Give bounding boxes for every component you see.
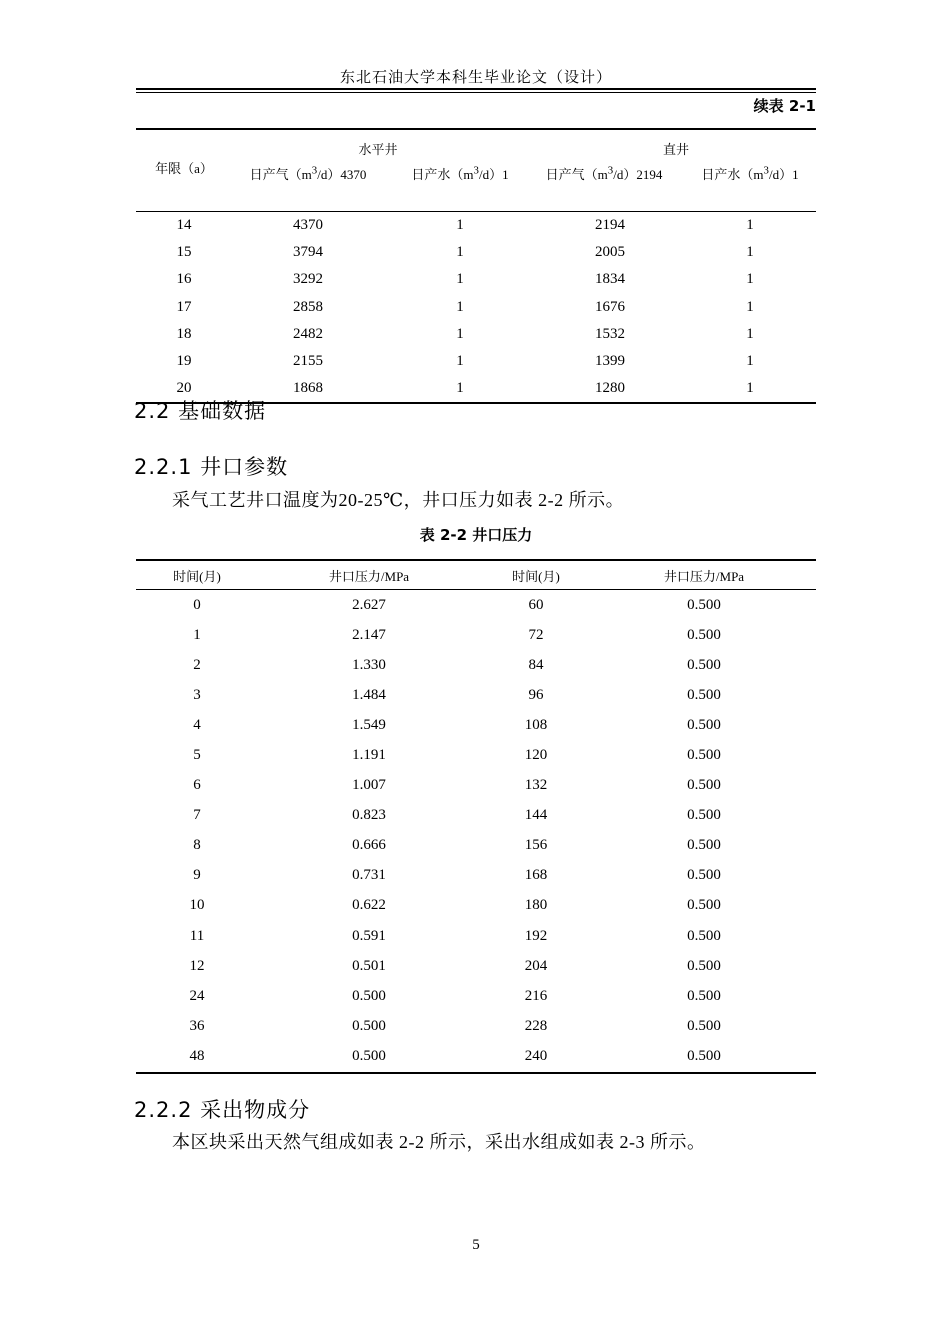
- table-row: [136, 951, 816, 981]
- section-heading: 2.2 基础数据: [134, 399, 267, 423]
- table-cell: 0.500: [687, 747, 721, 764]
- table-cell: 1.549: [352, 716, 386, 733]
- column-header: 井口压力/MPa: [663, 568, 745, 584]
- table-row: [136, 294, 816, 321]
- production-table: [136, 128, 816, 404]
- subsection-heading: 2.2.1 井口参数: [134, 455, 289, 479]
- table-cell: 1.007: [352, 777, 386, 794]
- table-row: [136, 590, 816, 620]
- subheader-water-vertical: 日产水$(m^3/d)1$: [701, 164, 799, 182]
- table-row: [136, 861, 816, 891]
- table-cell: 1676: [595, 298, 625, 315]
- subheader-water-horizontal: 日产水$(m^3/d)1$: [411, 164, 509, 182]
- table-cell: 17: [176, 298, 192, 315]
- column-header: 井口压力/MPa: [328, 568, 410, 584]
- table-cell: 144: [524, 807, 548, 824]
- table-cell: 1834: [595, 271, 625, 288]
- table-row: [136, 710, 816, 740]
- table-cell: 0.500: [687, 777, 721, 794]
- table-cell: 1.191: [352, 747, 386, 764]
- table-cell: 12: [189, 957, 205, 974]
- table-cell: 1: [746, 325, 754, 342]
- table-cell: 2155: [293, 353, 323, 370]
- group-header-vertical-well: 直井: [662, 142, 689, 157]
- wellhead-pressure-table-body: [136, 590, 816, 1072]
- table-cell: 15: [176, 244, 192, 261]
- table-cell: 96: [528, 686, 544, 703]
- table-cell: 228: [524, 1017, 548, 1034]
- table-cell: 7: [193, 807, 201, 824]
- table-cell: 3292: [293, 271, 323, 288]
- header-rule: [136, 88, 816, 90]
- table-cell: 0.500: [687, 957, 721, 974]
- table-cell: 2482: [293, 325, 323, 342]
- page-header: 东北石油大学本科生毕业论文（设计）: [339, 70, 612, 86]
- body-paragraph: 本区块采出天然气组成如表 2-2 所示，采出水组成如表 2-3 所示。: [172, 1132, 706, 1152]
- table-cell: 11: [189, 927, 205, 944]
- table-cell: 4: [193, 716, 201, 733]
- table-cell: 1.484: [352, 686, 386, 703]
- table-cell: 0.500: [352, 987, 386, 1004]
- table-cell: 0.500: [687, 1017, 721, 1034]
- table-cell: 16: [176, 271, 192, 288]
- table-cell: 0.666: [352, 837, 386, 854]
- table-cell: 156: [524, 837, 548, 854]
- subsection-heading: 2.2.2 采出物成分: [134, 1098, 311, 1122]
- body-paragraph: 采气工艺井口温度为20-25℃，井口压力如表 2-2 所示。: [172, 490, 625, 510]
- table-cell: 1868: [293, 380, 323, 397]
- table-row: [136, 831, 816, 861]
- wellhead-pressure-table-header: [136, 561, 816, 590]
- table-row: [136, 348, 816, 375]
- table-row: [136, 921, 816, 951]
- table-cell: 1: [746, 353, 754, 370]
- table-cell: 0.500: [687, 867, 721, 884]
- table-cell: 1: [456, 298, 464, 315]
- table-cell: 6: [193, 777, 201, 794]
- page-number: 5: [472, 1237, 480, 1253]
- table-row: [136, 266, 816, 293]
- table-cell: 3: [193, 686, 201, 703]
- table-cell: 0.500: [687, 716, 721, 733]
- table-cell: 2: [193, 656, 201, 673]
- table-row: [136, 239, 816, 266]
- table-row: [136, 620, 816, 650]
- table-cell: 3794: [293, 244, 323, 261]
- table-cell: 8: [193, 837, 201, 854]
- table-cell: 10: [189, 897, 205, 914]
- table-cell: 1: [746, 271, 754, 288]
- table-cell: 1: [456, 217, 464, 234]
- table-cell: 0.500: [352, 1047, 386, 1064]
- table-cell: 0.591: [352, 927, 386, 944]
- table-cell: 72: [528, 626, 544, 643]
- table-cell: 5: [193, 747, 201, 764]
- table-cell: 0.731: [352, 867, 386, 884]
- table-cell: 1: [193, 626, 201, 643]
- table-cell: 2.627: [352, 596, 386, 613]
- table-cell: 1: [746, 380, 754, 397]
- table-continuation-label: 续表 2-1: [753, 97, 816, 115]
- table-cell: 1: [456, 244, 464, 261]
- table-cell: 48: [189, 1047, 205, 1064]
- table-row: [136, 1011, 816, 1041]
- table-cell: 14: [176, 217, 192, 234]
- table-cell: 1280: [595, 380, 625, 397]
- table-cell: 1: [456, 325, 464, 342]
- table-cell: 9: [193, 867, 201, 884]
- table-row: [136, 1041, 816, 1071]
- table-cell: 20: [176, 380, 192, 397]
- table-cell: 0.500: [687, 626, 721, 643]
- table-cell: 1: [456, 353, 464, 370]
- table-cell: 1: [746, 298, 754, 315]
- table-cell: 60: [528, 596, 544, 613]
- table-cell: 2194: [595, 217, 625, 234]
- production-table-body: [136, 212, 816, 402]
- table-cell: 1: [456, 271, 464, 288]
- table-cell: 1.330: [352, 656, 386, 673]
- table-cell: 0.500: [687, 686, 721, 703]
- table-cell: 2858: [293, 298, 323, 315]
- table-row: [136, 650, 816, 680]
- table-cell: 216: [524, 987, 548, 1004]
- table-row: [136, 212, 816, 239]
- table-cell: 1532: [595, 325, 625, 342]
- year-header: 年限（a）: [155, 161, 213, 176]
- table-cell: 1399: [595, 353, 625, 370]
- table-cell: 1: [746, 244, 754, 261]
- table-cell: 180: [524, 897, 548, 914]
- table-cell: 24: [189, 987, 205, 1004]
- table-cell: 19: [176, 353, 192, 370]
- column-header: 时间(月): [512, 568, 560, 584]
- table-cell: 0.500: [687, 987, 721, 1004]
- table-cell: 0.500: [687, 807, 721, 824]
- table-cell: 18: [176, 325, 192, 342]
- table-cell: 4370: [293, 217, 323, 234]
- table-cell: 36: [189, 1017, 205, 1034]
- table-cell: 120: [524, 747, 548, 764]
- table-cell: 2.147: [352, 626, 386, 643]
- table-cell: 1: [746, 217, 754, 234]
- table-caption: 表 2-2 井口压力: [419, 526, 533, 544]
- table-cell: 108: [524, 716, 548, 733]
- table-cell: 2005: [595, 244, 625, 261]
- table-row: [136, 321, 816, 348]
- table-cell: 0.500: [687, 1047, 721, 1064]
- table-cell: 168: [524, 867, 548, 884]
- subheader-gas-horizontal: 日产气$(m^3/d)4370$: [249, 164, 367, 182]
- column-header: 时间(月): [173, 568, 221, 584]
- table-cell: 0.500: [687, 596, 721, 613]
- table-cell: 0.500: [687, 656, 721, 673]
- table-cell: 0: [193, 596, 201, 613]
- subheader-gas-vertical: 日产气$(m^3/d)2194$: [545, 164, 663, 182]
- table-row: [136, 801, 816, 831]
- table-row: [136, 740, 816, 770]
- production-table-header: [136, 130, 816, 212]
- group-header-horizontal-well: 水平井: [358, 142, 398, 157]
- table-cell: 1: [456, 380, 464, 397]
- table-cell: 0.622: [352, 897, 386, 914]
- table-cell: 132: [524, 777, 548, 794]
- table-cell: 0.500: [687, 927, 721, 944]
- table-cell: 0.500: [687, 837, 721, 854]
- table-row: [136, 891, 816, 921]
- header-rule-thin: [136, 92, 816, 93]
- table-cell: 240: [524, 1047, 548, 1064]
- table-cell: 0.500: [352, 1017, 386, 1034]
- table-cell: 0.501: [352, 957, 386, 974]
- table-cell: 0.500: [687, 897, 721, 914]
- wellhead-pressure-table: [136, 559, 816, 1074]
- table-cell: 192: [524, 927, 548, 944]
- table-cell: 84: [528, 656, 544, 673]
- table-row: [136, 680, 816, 710]
- table-cell: 0.823: [352, 807, 386, 824]
- table-cell: 204: [524, 957, 548, 974]
- table-row: [136, 981, 816, 1011]
- table-row: [136, 771, 816, 801]
